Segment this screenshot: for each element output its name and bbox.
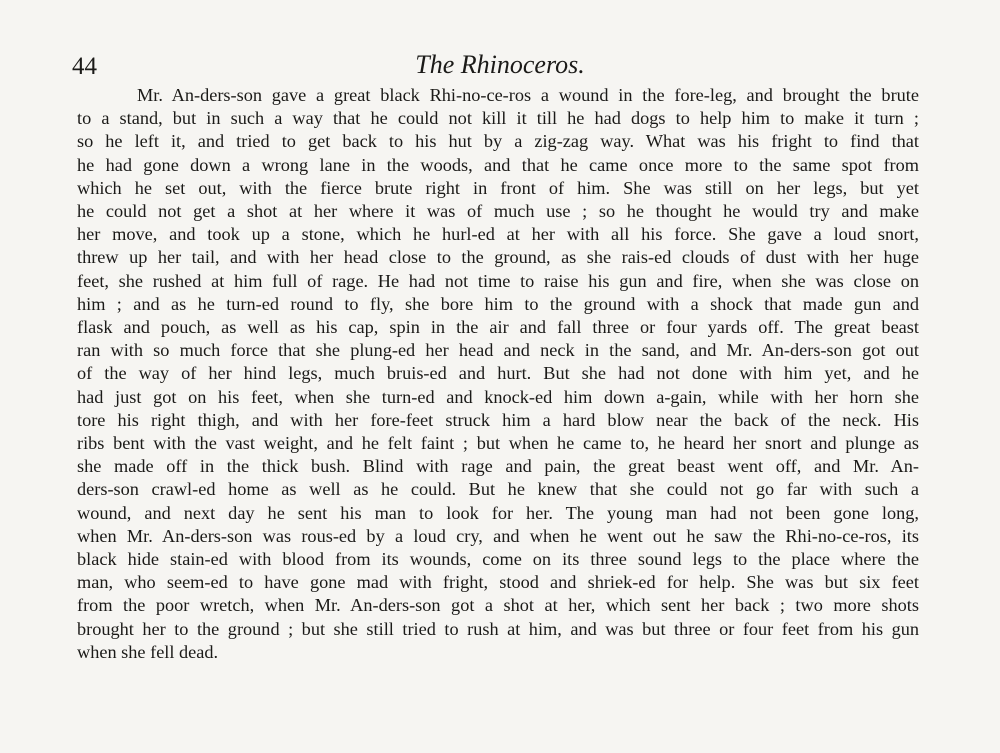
running-title: The Rhinoceros.	[415, 50, 585, 79]
text-line: threw up her tail, and with her head close to the ground, as she rais-ed clouds of dust with her huge	[77, 247, 919, 268]
page-number: 44	[72, 53, 97, 80]
text-line: when Mr. An-ders-son was rous-ed by a loud cry, and when he went out he saw the Rhi-no-ce-ros, its	[77, 525, 919, 546]
text-line: ders-son crawl-ed home as well as he could. But he knew that she could not go far with such a	[77, 479, 919, 500]
text-line: he could not get a shot at her where it was of much use ; so he thought he would try and make	[77, 201, 919, 222]
text-line: he had gone down a wrong lane in the woods, and that he came once more to the same spot from	[77, 154, 919, 175]
text-line: brought her to the ground ; but she still tried to rush at him, and was but three or four feet from his gun	[77, 618, 919, 639]
text-line: which he set out, with the fierce brute right in front of him. She was still on her legs, but yet	[77, 177, 919, 198]
text-line: had just got on his feet, when she turn-ed and knock-ed him down a-gain, while with her horn she	[77, 386, 919, 407]
text-line: wound, and next day he sent his man to look for her. The young man had not been gone long,	[77, 502, 919, 523]
body-paragraph	[77, 84, 919, 664]
text-line: ribs bent with the vast weight, and he felt faint ; but when he came to, he heard her snort and plunge as	[77, 433, 919, 454]
text-line: ran with so much force that she plung-ed her head and neck in the sand, and Mr. An-ders-son got out	[77, 340, 919, 361]
text-line: from the poor wretch, when Mr. An-ders-son got a shot at her, which sent her back ; two more shots	[77, 595, 919, 616]
text-line: him ; and as he turn-ed round to fly, she bore him to the ground with a shock that made gun and	[77, 293, 919, 314]
text-line: of the way of her hind legs, much bruis-ed and hurt. But she had not done with him yet, and he	[77, 363, 919, 384]
text-line: to a stand, but in such a way that he could not kill it till he had dogs to help him to make it turn ;	[77, 108, 919, 129]
text-line: her move, and took up a stone, which he hurl-ed at her with all his force. She gave a loud snort,	[77, 224, 919, 245]
text-line: black hide stain-ed with blood from its wounds, come on its three sound legs to the place where the	[77, 549, 919, 570]
text-line: Mr. An-ders-son gave a great black Rhi-no-ce-ros a wound in the fore-leg, and brought the brute	[137, 85, 919, 105]
text-line: flask and pouch, as well as his cap, spin in the air and fall three or four yards off. The great beast	[77, 317, 919, 338]
text-line: tore his right thigh, and with her fore-feet struck him a hard blow near the back of the neck. His	[77, 409, 919, 430]
text-line: so he left it, and tried to get back to his hut by a zig-zag way. What was his fright to find that	[77, 131, 919, 152]
text-line: when she fell dead.	[77, 641, 219, 662]
text-line: man, who seem-ed to have gone mad with fright, stood and shriek-ed for help. She was but six feet	[77, 572, 919, 593]
text-line: she made off in the thick bush. Blind with rage and pain, the great beast went off, and Mr. An-	[77, 456, 919, 477]
text-line: feet, she rushed at him full of rage. He had not time to raise his gun and fire, when she was close on	[77, 270, 919, 291]
